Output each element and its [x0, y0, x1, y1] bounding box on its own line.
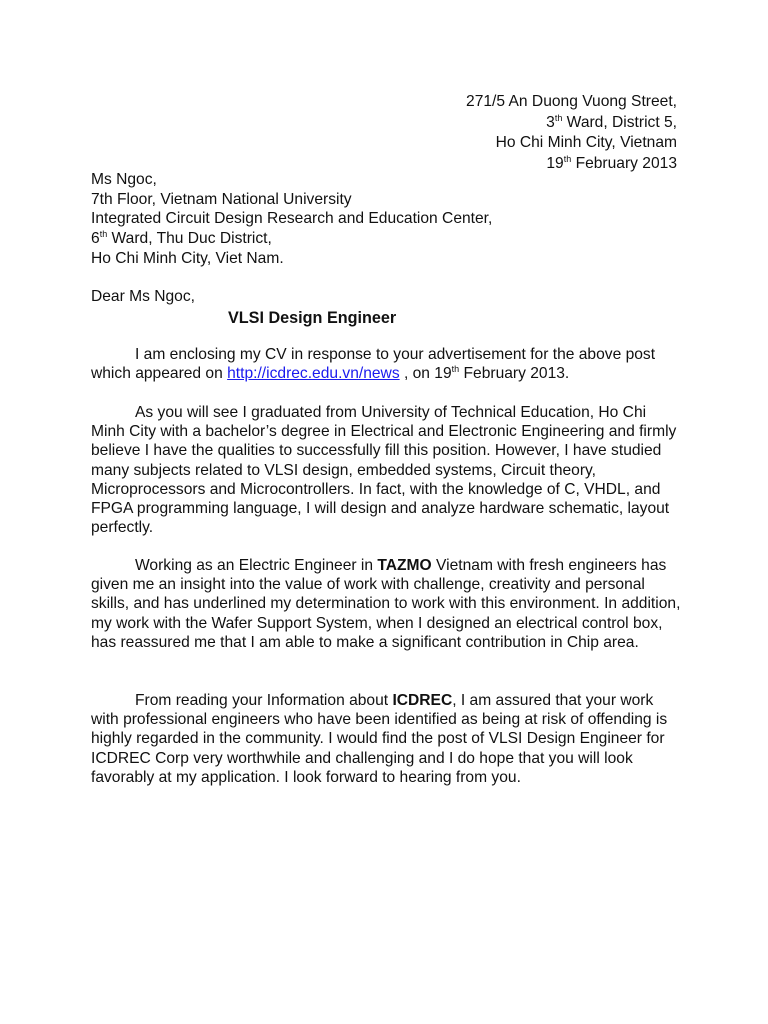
recipient-ward: 6th Ward, Thu Duc District, [91, 229, 272, 248]
sender-street: 271/5 An Duong Vuong Street, [466, 93, 677, 110]
subject-heading: VLSI Design Engineer [228, 309, 397, 327]
paragraph-1: I am enclosing my CV in response to your advertisement for the above post which appeared on http://icdrec.edu.vn/news , on 19th February 2013. [91, 346, 656, 383]
recipient-address [91, 170, 492, 269]
sender-ward: 3th Ward, District 5, [546, 112, 677, 131]
sender-city: Ho Chi Minh City, Vietnam [495, 134, 677, 151]
news-link[interactable]: http://icdrec.edu.vn/news [227, 365, 400, 383]
paragraph-4: From reading your Information about ICDREC, I am assured that your work with professional engineers who have been identified as being at risk of offending is highly regarded in the community. I would find the post of VLSI Design Engineer for ICDREC Corp very worthwhile and challenging and I do hope that you will look favorably at my application. I look forward to hearing from you. [91, 692, 668, 786]
company-name: TAZMO [377, 557, 432, 574]
paragraph-3: Working as an Electric Engineer in TAZMO Vietnam with fresh engineers has given me an insight into the value of work with challenge, creativity and personal skills, and has underlined my determination to work with this environment. In addition, my work with the Wafer Support System, when I designed an electrical control box, has reassured me that I am able to make a significant contribution in Chip area. [91, 557, 681, 651]
organization-name: ICDREC [392, 692, 453, 709]
letter-date: 19th February 2013 [546, 153, 677, 172]
sender-address [466, 92, 677, 174]
salutation: Dear Ms Ngoc, [91, 288, 195, 305]
recipient-name: Ms Ngoc, [91, 171, 157, 188]
recipient-city: Ho Chi Minh City, Viet Nam. [91, 249, 284, 267]
recipient-org: Integrated Circuit Design Research and Education Center, [91, 210, 493, 228]
paragraph-2: As you will see I graduated from University of Technical Education, Ho Chi Minh City with a bachelor’s degree in Electrical and Electronic Engineering and firmly believe I have the qualities to successfully fill this position. However, I have studied many subjects related to VLSI design, embedded systems, Circuit theory, Microprocessors and Microcontrollers. In fact, with the knowledge of C, VHDL, and FPGA programming language, I will design and analyze hardware schematic, layout perfectly. [91, 404, 677, 537]
recipient-floor: 7th Floor, Vietnam National University [91, 190, 352, 208]
